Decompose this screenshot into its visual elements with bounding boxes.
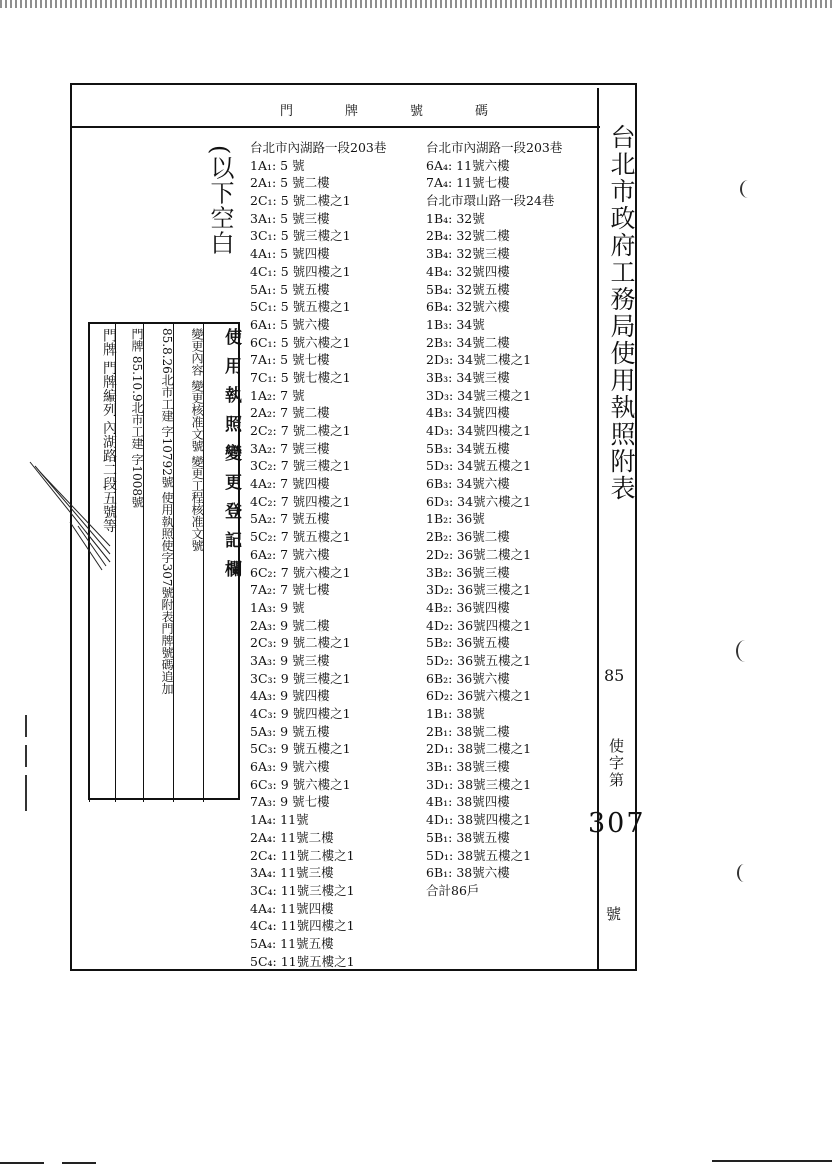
address-line: 2B₄: 32號二樓 (426, 228, 510, 244)
address-line: 台北市內湖路一段203巷 (250, 140, 387, 155)
address-line: 3C₂: 7 號三樓之1 (250, 458, 351, 474)
address-line: 3B₁: 38號三樓 (426, 759, 510, 775)
address-line: 1A₁: 5 號 (250, 157, 305, 173)
address-line: 5D₃: 34號五樓之1 (426, 458, 532, 474)
address-line: 4B₂: 36號四樓 (426, 599, 510, 615)
address-line: 4A₃: 9 號四樓 (250, 688, 330, 704)
address-list-left (250, 139, 386, 970)
blank-below-note: (以下空白 (206, 145, 234, 256)
address-list-right (426, 139, 562, 900)
address-line: 5B₃: 34號五樓 (426, 440, 510, 456)
address-line: 7A₁: 5 號七樓 (250, 352, 330, 368)
stamp-entry-first: 85.8.26北市工建 字10792號 使用執照使字307號附表門牌號碼追加 (143, 324, 174, 802)
address-line: 7C₁: 5 號七樓之1 (250, 369, 351, 385)
hole-punch-mark (737, 864, 751, 882)
address-line: 2B₂: 36號二樓 (426, 529, 510, 545)
address-line: 3A₄: 11號三樓 (250, 865, 334, 881)
address-line: 7A₄: 11號七樓 (426, 175, 510, 191)
address-line: 4A₄: 11號四樓 (250, 900, 334, 916)
address-line: 4A₂: 7 號四樓 (250, 476, 330, 492)
address-line: 4A₁: 5 號四樓 (250, 246, 330, 262)
scan-bottom-edge (0, 1162, 44, 1164)
address-line: 2D₁: 38號二樓之1 (426, 741, 532, 757)
address-line: 4D₃: 34號四樓之1 (426, 423, 532, 438)
address-line: 3D₃: 34號三樓之1 (426, 387, 532, 403)
address-line: 3B₂: 36號三樓 (426, 564, 510, 580)
permit-number: 307 (588, 808, 646, 839)
stamp-entry-second: 門牌 85.10.9北市工建 字1008號 (115, 324, 144, 802)
address-line: 6C₂: 7 號六樓之1 (250, 564, 351, 580)
change-registration-stamp (88, 322, 240, 800)
address-line: 2A₄: 11號二樓 (250, 829, 334, 845)
address-line: 5A₄: 11號五樓 (250, 935, 334, 951)
address-line: 7A₃: 9 號七樓 (250, 794, 330, 810)
scan-top-edge (0, 0, 832, 8)
address-line: 5C₁: 5 號五樓之1 (250, 299, 351, 315)
hole-punch-mark (736, 640, 754, 662)
address-line: 6B₁: 38號六樓 (426, 865, 510, 881)
address-line: 2D₂: 36號二樓之1 (426, 546, 532, 562)
address-line: 2C₄: 11號二樓之1 (250, 847, 355, 863)
address-line: 3B₃: 34號三樓 (426, 369, 510, 385)
address-line: 5D₂: 36號五樓之1 (426, 652, 532, 668)
address-line: 6C₃: 9 號六樓之1 (250, 776, 351, 792)
address-line: 6B₃: 34號六樓 (426, 476, 510, 492)
address-line: 3C₃: 9 號三樓之1 (250, 670, 351, 686)
address-line: 1A₂: 7 號 (250, 387, 305, 403)
address-line: 台北市內湖路一段203巷 (426, 140, 563, 155)
address-line: 3A₂: 7 號三樓 (250, 440, 330, 456)
stamp-field-labels: 變更內容 變更核准文號 變更工程核准文號 (173, 324, 204, 802)
address-line: 6B₂: 36號六樓 (426, 670, 510, 686)
address-line: 1B₃: 34號 (426, 316, 485, 332)
address-line: 4C₄: 11號四樓之1 (250, 918, 355, 934)
door-number-header: 門牌號碼 (280, 104, 541, 119)
address-line: 5A₂: 7 號五樓 (250, 511, 330, 527)
address-line: 6A₂: 7 號六樓 (250, 546, 330, 562)
address-line: 7A₂: 7 號七樓 (250, 582, 330, 598)
address-line: 2B₃: 34號二樓 (426, 334, 510, 350)
address-line: 6C₁: 5 號六樓之1 (250, 334, 351, 350)
address-line: 2A₃: 9 號二樓 (250, 617, 330, 633)
stamp-heading: 使用執照變更登記欄 (203, 324, 238, 802)
address-line: 3D₁: 38號三樓之1 (426, 776, 532, 792)
address-line: 5A₁: 5 號五樓 (250, 281, 330, 297)
address-line: 6D₂: 36號六樓之1 (426, 688, 532, 704)
permit-prefix: 使字第 (607, 738, 625, 789)
address-line: 3A₃: 9 號三樓 (250, 652, 330, 668)
address-line: 5B₂: 36號五樓 (426, 635, 510, 651)
stamp-entry-third: 門牌 門牌編列 內湖路二段五號等 (89, 324, 116, 802)
address-line: 1B₁: 38號 (426, 706, 485, 721)
address-line: 1A₃: 9 號 (250, 599, 305, 615)
address-line: 3D₂: 36號三樓之1 (426, 582, 532, 598)
address-line: 1B₂: 36號 (426, 511, 485, 527)
permit-year: 85 (604, 666, 625, 685)
side-title: 台北市政府工務局使用執照附表 (607, 124, 636, 502)
address-line: 4C₂: 7 號四樓之1 (250, 493, 351, 509)
address-line: 4B₁: 38號四樓 (426, 794, 510, 810)
address-line: 5A₃: 9 號五樓 (250, 723, 330, 739)
scan-artifact-lines (30, 462, 110, 572)
address-line: 6D₃: 34號六樓之1 (426, 493, 532, 509)
address-line: 4C₃: 9 號四樓之1 (250, 706, 351, 721)
address-line: 3C₄: 11號三樓之1 (250, 882, 355, 898)
margin-marks (22, 715, 32, 815)
address-line: 5B₄: 32號五樓 (426, 281, 510, 297)
address-line: 4D₁: 38號四樓之1 (426, 812, 532, 828)
address-line: 5C₃: 9 號五樓之1 (250, 741, 351, 757)
address-line: 6B₄: 32號六樓 (426, 299, 510, 315)
address-line: 1A₄: 11號 (250, 812, 309, 828)
address-line: 2B₁: 38號二樓 (426, 723, 510, 739)
address-line: 2C₁: 5 號二樓之1 (250, 193, 351, 209)
address-line: 2A₂: 7 號二樓 (250, 405, 330, 421)
address-line: 6A₃: 9 號六樓 (250, 759, 330, 775)
address-line: 4B₃: 34號四樓 (426, 405, 510, 421)
hole-punch-mark (740, 180, 756, 198)
scan-bottom-edge (712, 1160, 832, 1162)
address-line: 3A₁: 5 號三樓 (250, 210, 330, 226)
address-line: 台北市環山路一段24巷 (426, 193, 555, 209)
address-line: 5B₁: 38號五樓 (426, 829, 510, 845)
address-line: 2D₃: 34號二樓之1 (426, 352, 532, 368)
address-line: 6A₄: 11號六樓 (426, 157, 510, 173)
address-line: 2C₃: 9 號二樓之1 (250, 635, 351, 651)
address-line: 2A₁: 5 號二樓 (250, 175, 330, 191)
address-line: 3B₄: 32號三樓 (426, 246, 510, 262)
address-line: 4C₁: 5 號四樓之1 (250, 263, 351, 279)
address-line: 3C₁: 5 號三樓之1 (250, 228, 351, 244)
address-line: 1B₄: 32號 (426, 210, 485, 226)
scan-bottom-edge (62, 1162, 96, 1164)
address-line: 合計86戶 (426, 882, 480, 898)
address-line: 2C₂: 7 號二樓之1 (250, 423, 351, 438)
address-line: 5C₂: 7 號五樓之1 (250, 529, 351, 545)
address-line: 4D₂: 36號四樓之1 (426, 617, 532, 633)
address-line: 5C₄: 11號五樓之1 (250, 953, 355, 969)
address-line: 4B₄: 32號四樓 (426, 263, 510, 279)
address-line: 5D₁: 38號五樓之1 (426, 847, 532, 863)
address-line: 6A₁: 5 號六樓 (250, 316, 330, 332)
permit-suffix: 號 (606, 905, 622, 923)
